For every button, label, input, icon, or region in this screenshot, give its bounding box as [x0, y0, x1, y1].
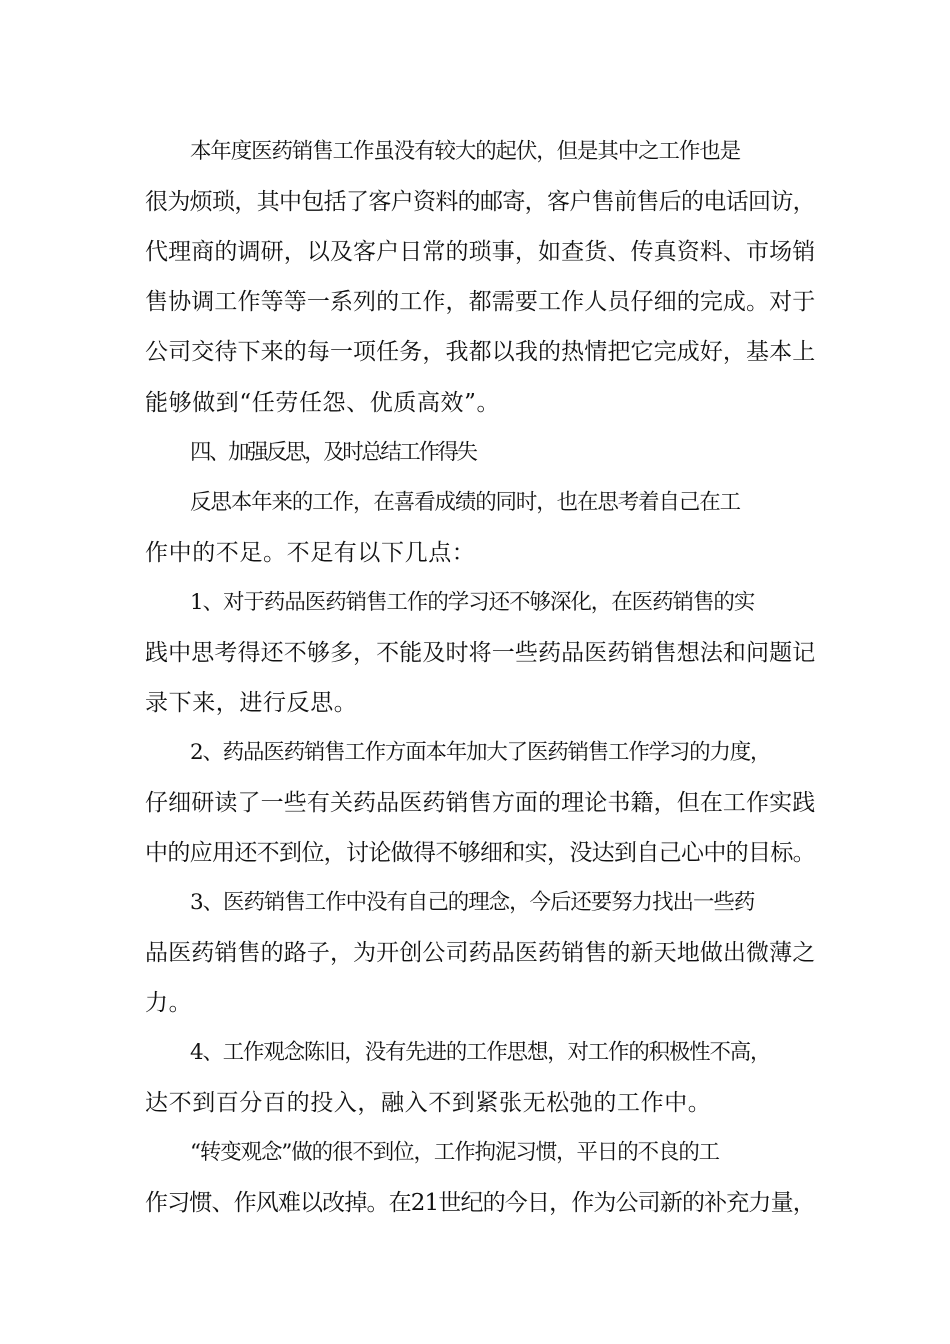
text-line: 反思本年来的工作，在喜看成绩的同时，也在思考着自己在工: [190, 490, 741, 515]
text-line: 4、工作观念陈旧，没有先进的工作思想，对工作的积极性不高，: [190, 1040, 771, 1065]
text-line: “转变观念”做的很不到位，工作拘泥习惯，平日的不良的工: [190, 1140, 720, 1165]
text-line: 中的应用还不到位，讨论做得不够细和实，没达到自己心中的目标。: [145, 840, 816, 866]
text-line: 公司交待下来的每一项任务，我都以我的热情把它完成好，基本上: [145, 339, 816, 365]
text-line: 2、药品医药销售工作方面本年加大了医药销售工作学习的力度，: [190, 740, 771, 765]
text-line: 力。: [145, 990, 193, 1016]
text-line: 1、对于药品医药销售工作的学习还不够深化，在医药销售的实: [190, 590, 755, 615]
text-line: 录下来，进行反思。: [145, 690, 358, 716]
text-line: 代理商的调研，以及客户日常的琐事，如查货、传真资料、市场销: [145, 239, 816, 265]
section-heading: 四、加强反思，及时总结工作得失: [190, 440, 476, 465]
text-line: 很为烦琐，其中包括了客户资料的邮寄，客户售前售后的电话回访，: [145, 189, 816, 215]
text-line: 本年度医药销售工作虽没有较大的起伏，但是其中之工作也是: [190, 139, 741, 164]
text-line: 作中的不足。不足有以下几点：: [145, 540, 476, 566]
text-line: 售协调工作等等一系列的工作，都需要工作人员仔细的完成。对于: [145, 289, 816, 315]
text-line: 3、医药销售工作中没有自己的理念，今后还要努力找出一些药: [190, 890, 755, 915]
text-line: 践中思考得还不够多，不能及时将一些药品医药销售想法和问题记: [145, 640, 816, 666]
text-line: 仔细研读了一些有关药品医药销售方面的理论书籍，但在工作实践: [145, 790, 816, 816]
text-line: 达不到百分百的投入，融入不到紧张无松弛的工作中。: [145, 1090, 712, 1116]
text-line: 作习惯、作风难以改掉。在21世纪的今日，作为公司新的补充力量，: [145, 1190, 815, 1216]
text-line: 能够做到“任劳任怨、优质高效”。: [145, 390, 501, 416]
text-line: 品医药销售的路子，为开创公司药品医药销售的新天地做出微薄之: [145, 940, 816, 966]
